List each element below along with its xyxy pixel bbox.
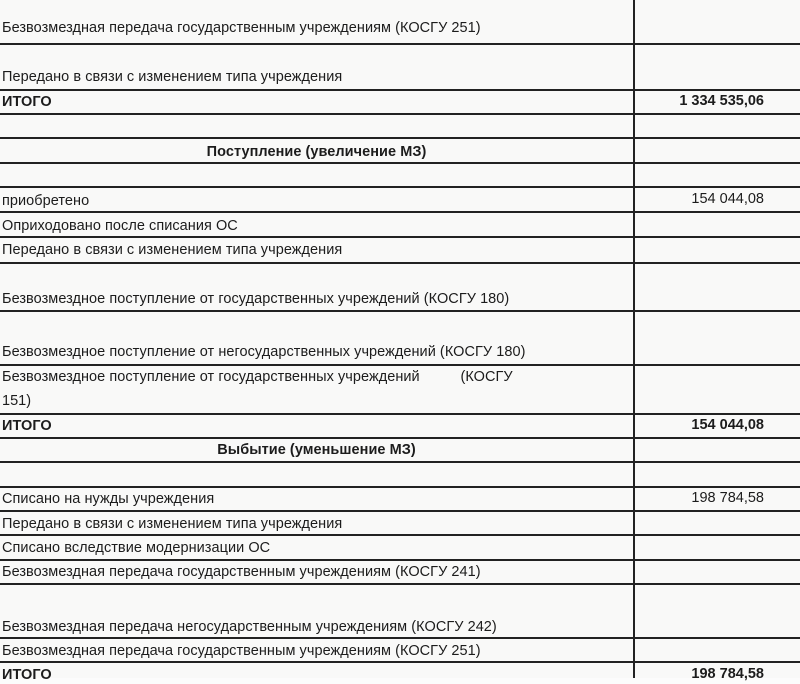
row-divider <box>0 310 800 312</box>
row-divider <box>0 137 800 139</box>
row-label: Передано в связи с изменением типа учреждения <box>2 69 343 85</box>
row-divider <box>0 413 800 415</box>
row-divider <box>0 162 800 164</box>
row-divider <box>0 236 800 238</box>
row-label: Безвозмездное поступление от государственных учреждений (КОСГУ <box>2 369 513 385</box>
total-label: ИТОГО <box>2 418 52 434</box>
row-label: Безвозмездная передача государственным учреждениям (КОСГУ 251) <box>2 643 481 659</box>
row-divider <box>0 461 800 463</box>
row-divider <box>0 510 800 512</box>
row-value: 198 784,58 <box>691 490 764 506</box>
row-divider <box>0 534 800 536</box>
row-divider <box>0 211 800 213</box>
total-label: ИТОГО <box>2 94 52 110</box>
total-label: ИТОГО <box>2 667 52 683</box>
total-value: 154 044,08 <box>691 417 764 433</box>
row-label: Безвозмездная передача негосударственным учреждениям (КОСГУ 242) <box>2 619 497 635</box>
row-label: Оприходовано после списания ОС <box>2 218 238 234</box>
row-label: Списано вследствие модернизации ОС <box>2 540 271 556</box>
row-divider <box>0 486 800 488</box>
row-divider <box>0 186 800 188</box>
row-divider <box>0 364 800 366</box>
row-label-continuation: 151) <box>2 393 32 409</box>
row-divider <box>0 89 800 91</box>
row-label: Безвозмездная передача государственным учреждениям (КОСГУ 241) <box>2 564 481 580</box>
row-label: Передано в связи с изменением типа учреждения <box>2 242 343 258</box>
row-label: Безвозмездная передача государственным учреждениям (КОСГУ 251) <box>2 20 481 36</box>
total-value: 1 334 535,06 <box>679 93 764 109</box>
row-divider <box>0 583 800 585</box>
row-label: Безвозмездное поступление от государственных учреждений (КОСГУ 180) <box>2 291 510 307</box>
row-label: приобретено <box>2 193 90 209</box>
column-divider <box>633 0 635 678</box>
row-divider <box>0 113 800 115</box>
section-heading: Поступление (увеличение МЗ) <box>206 144 427 160</box>
row-label: Передано в связи с изменением типа учреждения <box>2 516 343 532</box>
row-divider <box>0 661 800 663</box>
row-divider <box>0 43 800 45</box>
row-label: Безвозмездное поступление от негосударственных учреждений (КОСГУ 180) <box>2 344 526 360</box>
total-value: 198 784,58 <box>691 666 764 682</box>
row-label: Списано на нужды учреждения <box>2 491 215 507</box>
row-divider <box>0 559 800 561</box>
row-divider <box>0 437 800 439</box>
row-divider <box>0 637 800 639</box>
section-heading: Выбытие (уменьшение МЗ) <box>217 442 416 458</box>
row-divider <box>0 262 800 264</box>
row-value: 154 044,08 <box>691 191 764 207</box>
